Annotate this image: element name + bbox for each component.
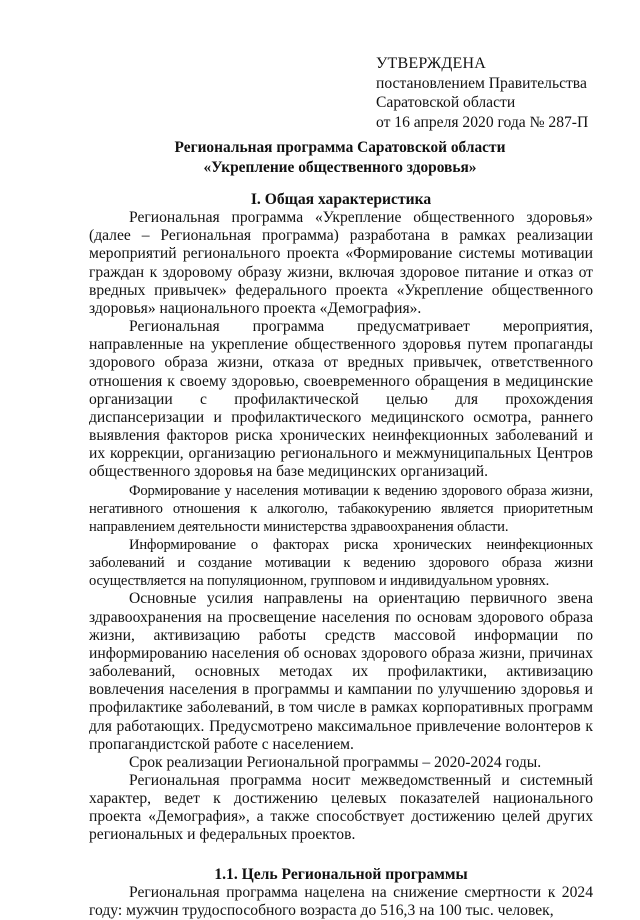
paragraph: Региональная программа «Укрепление общественного здоровья» (далее – Региональная программа) разработана в рамках реализации мероприятий регионального проекта «Формирование системы мотивации граждан к здоровому образу жизни, включая здоровое питание и отказ от вредных привычек» федерального проекта «Укрепление общественного здоровья» национального проекта «Демография». — [89, 209, 593, 317]
paragraph: Региональная программа нацелена на снижение смертности к 2024 году: мужчин трудоспособного возраста до 516,3 на 100 тыс. человек, — [89, 883, 593, 919]
approval-block — [376, 54, 616, 132]
section-heading: I. Общая характеристика — [250, 191, 432, 208]
title-line: «Укрепление общественного здоровья» — [203, 159, 477, 176]
approval-stamp: УТВЕРЖДЕНА — [376, 55, 487, 72]
document-title — [60, 138, 620, 178]
paragraph: Региональная программа предусматривает мероприятия, направленные на укрепление общественного здоровья путем пропаганды здорового образа жизни, отказа от вредных привычек, ответственного отношения к своему здоровью, своевременного обращения в медицинские организации с профилактической целью для прохождения диспансеризации и профилактического медицинского осмотра, раннего выявления факторов риска хронических неинфекционных заболеваний и их коррекции, организацию регионального и межмуниципальных Центров общественного здоровья на базе медицинских организаций. — [89, 318, 593, 481]
title-line: Региональная программа Саратовской области — [174, 139, 506, 156]
paragraph: Информирование о факторах риска хронических неинфекционных заболеваний и создание мотивации к ведению здорового образа жизни осуществляется на популяционном, групповом и индивидуальном уровнях. — [89, 536, 593, 590]
paragraph: Формирование у населения мотивации к ведению здорового образа жизни, негативного отношения к алкоголю, табакокурению является приоритетным направлением деятельности министерства здравоохранения области. — [89, 482, 593, 535]
document-body — [89, 191, 593, 920]
paragraph: Региональная программа носит межведомственный и системный характер, ведет к достижению целевых показателей национального проекта «Демография», а также способствует достижению целей других региональных и федеральных проектов. — [89, 772, 593, 844]
approval-line: Саратовской области — [376, 94, 516, 111]
subsection-heading: 1.1. Цель Региональной программы — [214, 865, 468, 883]
paragraph: Срок реализации Региональной программы – 2020-2024 годы. — [129, 753, 542, 771]
approval-line: постановлением Правительства — [376, 74, 587, 92]
paragraph: Основные усилия направлены на ориентацию первичного звена здравоохранения на просвещение населения по основам здорового образа жизни, активизацию работы средств массовой информации по информированию населения об основах здорового образа жизни, причинах заболеваний, основных методах их профилактики, активизацию вовлечения населения в программы и кампании по улучшению здоровья и профилактике заболеваний, в том числе в рамках корпоративных программ для работающих. Предусмотрено максимальное привлечение волонтеров к пропагандистской работе с населением. — [89, 590, 593, 753]
approval-line: от 16 апреля 2020 года № 287-П — [376, 113, 589, 131]
